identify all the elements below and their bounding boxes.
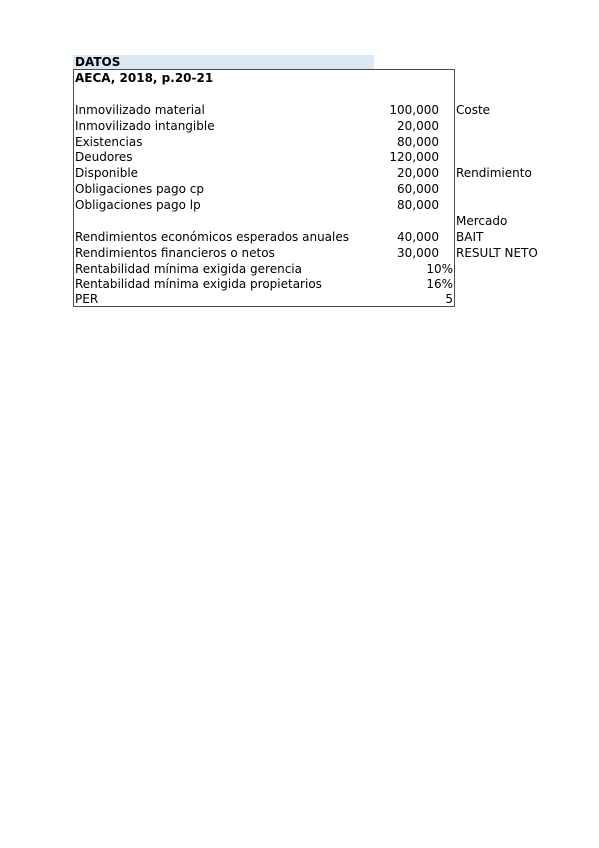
row-value: 80,000 — [397, 135, 439, 149]
data-row — [75, 165, 453, 181]
data-row — [75, 118, 453, 134]
side-label-mercado: Mercado — [456, 214, 508, 228]
data-row — [75, 102, 453, 118]
sheet-header: DATOS — [75, 55, 121, 69]
row-value: 100,000 — [389, 103, 439, 117]
row-value: 60,000 — [397, 182, 439, 196]
row-label: Disponible — [75, 166, 139, 180]
side-label-result-neto: RESULT NETO — [456, 246, 538, 260]
side-label-rendimiento: Rendimiento — [456, 166, 532, 180]
data-row — [75, 261, 453, 277]
row-value: 20,000 — [397, 119, 439, 133]
row-value: 40,000 — [397, 230, 439, 244]
row-label: Existencias — [75, 135, 143, 149]
row-value: 30,000 — [397, 246, 439, 260]
row-value: 20,000 — [397, 166, 439, 180]
data-row — [75, 134, 453, 150]
row-label: Inmovilizado intangible — [75, 119, 215, 133]
data-row — [75, 197, 453, 213]
row-value: 10% — [426, 262, 453, 276]
row-value: 120,000 — [389, 150, 439, 164]
row-label: Rendimientos financieros o netos — [75, 246, 275, 260]
side-label-bait: BAIT — [456, 230, 484, 244]
row-label: Inmovilizado material — [75, 103, 205, 117]
row-label: Deudores — [75, 150, 133, 164]
row-label: Obligaciones pago lp — [75, 198, 201, 212]
data-row — [75, 229, 453, 245]
row-value: 5 — [445, 292, 453, 306]
side-label-coste: Coste — [456, 103, 491, 117]
row-value: 80,000 — [397, 198, 439, 212]
data-row — [75, 181, 453, 197]
row-label: Rentabilidad mínima exigida gerencia — [75, 262, 302, 276]
row-value: 16% — [426, 277, 453, 291]
row-label: PER — [75, 292, 99, 306]
row-label: Obligaciones pago cp — [75, 182, 204, 196]
data-row — [75, 149, 453, 165]
data-row — [75, 276, 453, 292]
data-row — [75, 245, 453, 261]
data-row — [75, 291, 453, 307]
sheet-subtitle: AECA, 2018, p.20-21 — [75, 71, 214, 85]
row-label: Rentabilidad mínima exigida propietarios — [75, 277, 322, 291]
row-label: Rendimientos económicos esperados anuales — [75, 230, 349, 244]
